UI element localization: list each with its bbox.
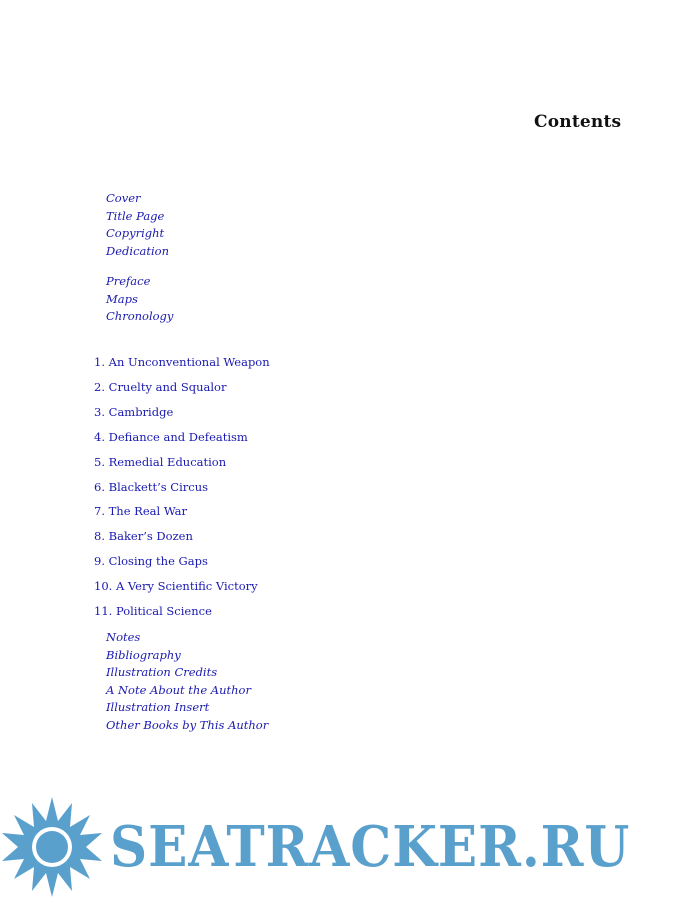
toc-chapter-8[interactable] <box>94 524 270 549</box>
toc-link-illustration-insert[interactable]: Illustration Insert <box>106 700 210 714</box>
toc-chapter-4[interactable] <box>94 425 270 450</box>
toc-link-bibliography[interactable]: Bibliography <box>106 647 181 662</box>
chapter-number: 4. <box>94 429 105 444</box>
front-matter-list <box>106 190 169 260</box>
chapter-title: Political Science <box>115 604 212 619</box>
chapter-title: Cruelty and Squalor <box>108 379 227 394</box>
chapter-title: A Very Scientific Victory <box>115 579 258 594</box>
toc-link-other-books[interactable]: Other Books by This Author <box>106 717 269 732</box>
toc-chapter-7[interactable] <box>94 499 270 524</box>
chapter-list <box>94 350 270 624</box>
chapter-title: Baker’s Dozen <box>108 529 193 544</box>
toc-chapter-5[interactable] <box>94 450 270 475</box>
chapter-number: 8. <box>94 529 105 544</box>
chapter-number: 10. <box>94 579 113 594</box>
chapter-title: An Unconventional Weapon <box>108 355 270 369</box>
chapter-title: Closing the Gaps <box>108 554 208 569</box>
chapter-number: 11. <box>94 604 113 619</box>
toc-link-illustration-credits[interactable]: Illustration Credits <box>106 665 218 679</box>
sun-logo-icon <box>2 797 102 897</box>
toc-link-cover[interactable]: Cover <box>106 191 141 205</box>
toc-link-dedication[interactable]: Dedication <box>106 243 169 258</box>
toc-link-note-about-author[interactable]: A Note About the Author <box>106 682 251 697</box>
chapter-number: 1. <box>94 355 105 369</box>
toc-link-maps[interactable]: Maps <box>106 291 138 306</box>
toc-chapter-1[interactable] <box>94 350 270 375</box>
chapter-title: Cambridge <box>108 404 174 419</box>
toc-chapter-2[interactable] <box>94 375 270 400</box>
toc-chapter-10[interactable] <box>94 574 270 599</box>
chapter-number: 6. <box>94 479 105 494</box>
toc-chapter-6[interactable] <box>94 475 270 500</box>
toc-link-notes[interactable]: Notes <box>106 630 141 644</box>
toc-chapter-11[interactable] <box>94 599 270 624</box>
chapter-title: Defiance and Defeatism <box>108 429 248 444</box>
chapter-number: 2. <box>94 379 105 394</box>
front-matter-list-2 <box>106 273 173 326</box>
chapter-title: The Real War <box>108 504 188 519</box>
watermark-text: SEATRACKER.RU <box>110 814 631 880</box>
chapter-number: 5. <box>94 454 105 469</box>
chapter-number: 7. <box>94 504 105 519</box>
back-matter-list <box>106 629 268 734</box>
toc-link-preface[interactable]: Preface <box>106 274 151 288</box>
toc-link-copyright[interactable]: Copyright <box>106 226 165 240</box>
page-title: Contents <box>534 112 622 132</box>
toc-chapter-3[interactable] <box>94 400 270 425</box>
chapter-title: Remedial Education <box>108 454 227 469</box>
chapter-number: 9. <box>94 554 105 569</box>
toc-chapter-9[interactable] <box>94 549 270 574</box>
chapter-number: 3. <box>94 404 105 419</box>
toc-link-chronology[interactable]: Chronology <box>106 309 174 323</box>
chapter-title: Blackett’s Circus <box>108 479 209 494</box>
toc-link-title-page[interactable]: Title Page <box>106 208 165 223</box>
